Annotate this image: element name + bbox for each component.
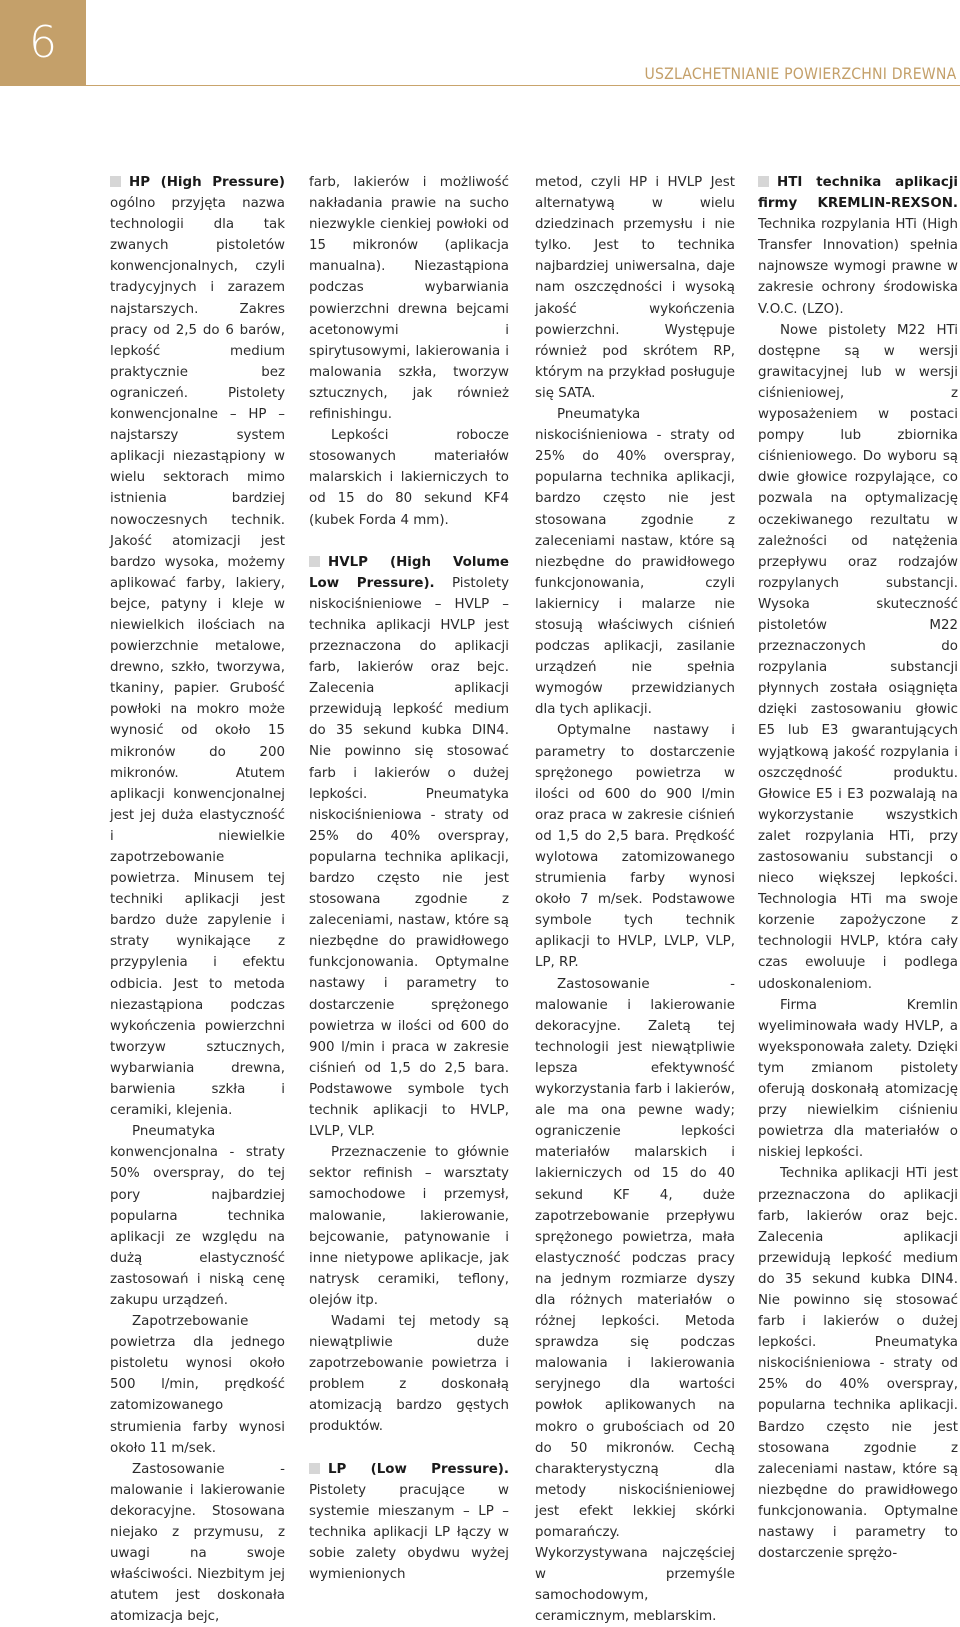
paragraph: Pistolety niskociśnieniowe – HVLP – technika aplikacji HVLP jest przeznaczona do aplikacji farb, lakierów oraz bejc. Zalecenia aplikacji przewidują lepkość medium do 35 sekund kubka DIN4. Nie powinno się stosować farb i lakierów o dużej lepkości. Pneumatyka niskociśnieniowa - straty od 25% do 40% overspray, popularna technika aplikacji, bardzo często nie jest stosowana zgodnie z zaleceniami, nastaw, które są niezbędne do prawidłowego funkcjonowania. Optymalne nastawy i parametry to dostarczenie sprężonego powietrza w ilości od 600 do 900 l/min i praca w zakresie ciśnień od 1,5 do 2,5 bara. Podstawowe symbole tych technik aplikacji to HVLP, LVLP, VLP. — [309, 575, 509, 1140]
square-bullet-icon — [309, 1463, 320, 1474]
page-number-badge: 6 — [0, 0, 86, 86]
paragraph: metod, czyli HP i HVLP Jest alternatywą w wielu dziedzinach przemysłu i nie tylko. Jest to technika najbardziej uniwersalna, daje nam oszczędności i wysoką jakość wykończenia powierzchni. Występuje również pod skrótem RP, którym na przykład posługuje się SATA. — [535, 175, 735, 401]
header-rule — [86, 85, 960, 86]
text-column-1 — [110, 172, 285, 1627]
section-hp — [110, 172, 285, 1121]
section-hp-heading: HP (High Pressure) — [129, 175, 285, 190]
paragraph: Pneumatyka konwencjonalna - straty 50% overspray, do tej pory najbardziej popularna technika aplikacji ze względu na dużą elastyczność zastosowań i niską cenę zakupu urządzeń. — [110, 1124, 285, 1308]
paragraph: Zastosowanie - malowanie i lakierowanie dekoracyjne. Zaletą tej technologii jest niewątpliwie lepsza efektywność wykorzystania farb i lakierów, ale ma ona pewne wady; ograniczenie lepkości materiałów malarskich i lakierniczych od 15 do 40 sekund KF 4, duże zapotrzebowanie przepływu sprężonego powietrza, mała elastyczność podczas pracy na jednym rozmiarze dyszy dla różnych materiałów o różnej lepkości. Metoda sprawdza się podczas malowania i lakierowania seryjnego dla wartości powłok aplikowanych na mokro o grubościach od 20 do 50 mikronów. Cechą charakterystyczną dla metody niskociśnieniowej jest efekt lekkiej skórki pomarańczy. Wykorzystywana najczęściej w przemyśle samochodowym, ceramicznym, meblarskim. — [535, 976, 735, 1625]
paragraph: Optymalne nastawy i parametry to dostarczenie sprężonego powietrza w ilości od 600 do 900 l/min oraz praca w zakresie ciśnień od 1,5 do 2,5 bara. Prędkość wylotowa zatomizowanego strumienia farby wynosi około 7 m/sek. Podstawowe symbole tych technik aplikacji to HVLP, LVLP, VLP, LP, RP. — [535, 723, 735, 971]
text-column-3 — [535, 172, 735, 1627]
paragraph: Wadami tej metody są niewątpliwie duże zapotrzebowanie powietrza i problem z doskonałą atomizacją bardzo gęstych produktów. — [309, 1313, 509, 1435]
paragraph: Nowe pistolety M22 HTi dostępne są w wersji grawitacyjnej lub w wersji ciśnieniowej, z wyposażeniem w postaci pompy lub zbiornika ciśnieniowego. Do wyboru są dwie głowice rozpylające, co pozwala na optymalizację oczekiwanego rezultatu w zależności od natężenia przepływu oraz rodzajów rozpylanych substancji. Wysoka skuteczność pistoletów M22 przeznaczonych do rozpylania substancji płynnych została osiągnięta dzięki zastosowaniu głowic E5 lub E3 gwarantujących wyjątkową jakość rozpylania i oszczędność produktu. Głowice E5 i E3 pozwalają na wykorzystanie wszystkich zalet rozpylania HTi, przy zastosowaniu substancji o nieco większej lepkości. Technologia HTi ma swoje korzenie zapożyczone z technologii HVLP, która cały czas ewoluuje i podlega udoskonaleniom. — [758, 322, 958, 992]
paragraph: Zapotrzebowanie powietrza dla jednego pistoletu wynosi około 500 l/min, prędkość zatomizowanego strumienia farby wynosi około 11 m/sek. — [110, 1314, 285, 1456]
square-bullet-icon — [758, 176, 769, 187]
paragraph: Przeznaczenie to głównie sektor refinish – warsztaty samochodowe i przemysł, malowanie, lakierowanie, bejcowanie, patynowanie i inne nietypowe aplikacje, jak natrysk ceramiki, teflony, olejów itp. — [309, 1145, 509, 1308]
section-hvlp-heading: HVLP (High Volume Low Pressure). — [309, 554, 509, 591]
section-lp — [309, 1459, 509, 1586]
paragraph: Technika rozpylania HTi (High Transfer Innovation) spełnia najnowsze wymogi prawne w zakresie ochrony środowiska V.O.C. (LZO). — [758, 217, 958, 317]
paragraph: Lepkości robocze stosowanych materiałów malarskich i lakierniczych to od 15 do 80 sekund KF4 (kubek Forda 4 mm). — [309, 428, 509, 528]
paragraph: Firma Kremlin wyeliminowała wady HVLP, a wyeksponowała zalety. Dzięki tym zmianom pistolety oferują doskonałą atomizację przy niewielkim ciśnieniu powietrza dla materiałów o niskiej lepkości. — [758, 997, 958, 1161]
paragraph: farb, lakierów i możliwość nakładania prawie na sucho niezwykle cienkiej powłoki od 15 mikronów (aplikacja manualna). Niezastąpiona podczas wybarwiania powierzchni drewna bejcami acetonowymi i spirytusowymi, lakierowania i malowania szkła, tworzyw sztucznych, jak również refinishingu. — [309, 175, 509, 423]
square-bullet-icon — [110, 176, 121, 187]
text-column-4 — [758, 172, 958, 1564]
paragraph: Pistolety pracujące w systemie mieszanym – LP – technika aplikacji LP łączy w sobie zalety obydwu wyżej wymienionych — [309, 1482, 509, 1582]
section-hti-heading: HTI technika aplikacji firmy KREMLIN-REXSON. — [758, 175, 958, 212]
text-column-2 — [309, 172, 509, 1585]
paragraph: Technika aplikacji HTi jest przeznaczona do aplikacji farb, lakierów oraz bejc. Zalecenia aplikacji przewidują lepkość medium do 35 sekund kubka DIN4. Nie powinno się stosować farb i lakierów o dużej lepkości. Pneumatyka niskociśnieniowa - straty od 25% do 40% overspray, popularna technika aplikacji. Bardzo często nie jest stosowana zgodnie z zaleceniami nastaw, które są niezbędne do prawidłowego funkcjonowania. Optymalne nastawy i parametry to dostarczenie sprężo- — [758, 1166, 958, 1562]
paragraph: ogólno przyjęta nazwa technologii dla tak zwanych pistoletów konwencjonalnych, czyli tradycyjnych i zarazem najstarszych. Zakres pracy od 2,5 do 6 barów, lepkość medium praktycznie bez ograniczeń. Pistolety konwencjonalne – HP – najstarszy system aplikacji niezastąpiony w wielu sektorach mimo istnienia bardziej nowoczesnych technik. Jakość atomizacji jest bardzo wysoka, możemy aplikować farby, lakiery, bejce, patyny i kleje w niewielkich ilościach na powierzchnie metalowe, drewno, szkło, tworzywa, tkaniny, papier. Grubość powłoki na mokro może wynosić od około 15 mikronów do 200 mikronów. Atutem aplikacji konwencjonalnej jest jej duża elastyczność i niewielkie zapotrzebowanie powietrza. Minusem tej techniki aplikacji jest bardzo duże zapylenie i straty wynikające z przypylenia i efektu odbicia. Jest to metoda niezastąpiona podczas wykończenia powierzchni tworzyw sztucznych, wybarwiania drewna, barwienia szkła i ceramiki, klejenia. — [110, 196, 285, 1119]
paragraph: Zastosowanie - malowanie i lakierowanie dekoracyjne. Stosowana niejako z przymusu, z uwagi na swoje właściwości. Niezbitym jej atutem jest doskonała atomizacja bejc, — [110, 1461, 285, 1625]
section-hvlp — [309, 552, 509, 1143]
paragraph: Pneumatyka niskociśnieniowa - straty od 25% do 40% overspray, popularna technika aplikacji, bardzo często nie jest stosowana zgodnie z zaleceniami nastaw, które są niezbędne do prawidłowego funkcjonowania, czyli lakiernicy i malarze nie stosują właściwych ciśnień podczas aplikacji, zasilanie urządzeń nie spełnia wymogów przewidzianych dla tych aplikacji. — [535, 407, 735, 718]
section-lp-heading: LP (Low Pressure). — [328, 1461, 509, 1477]
square-bullet-icon — [309, 556, 320, 567]
running-head: USZLACHETNIANIE POWIERZCHNI DREWNA — [644, 64, 956, 83]
section-hti — [758, 172, 958, 320]
